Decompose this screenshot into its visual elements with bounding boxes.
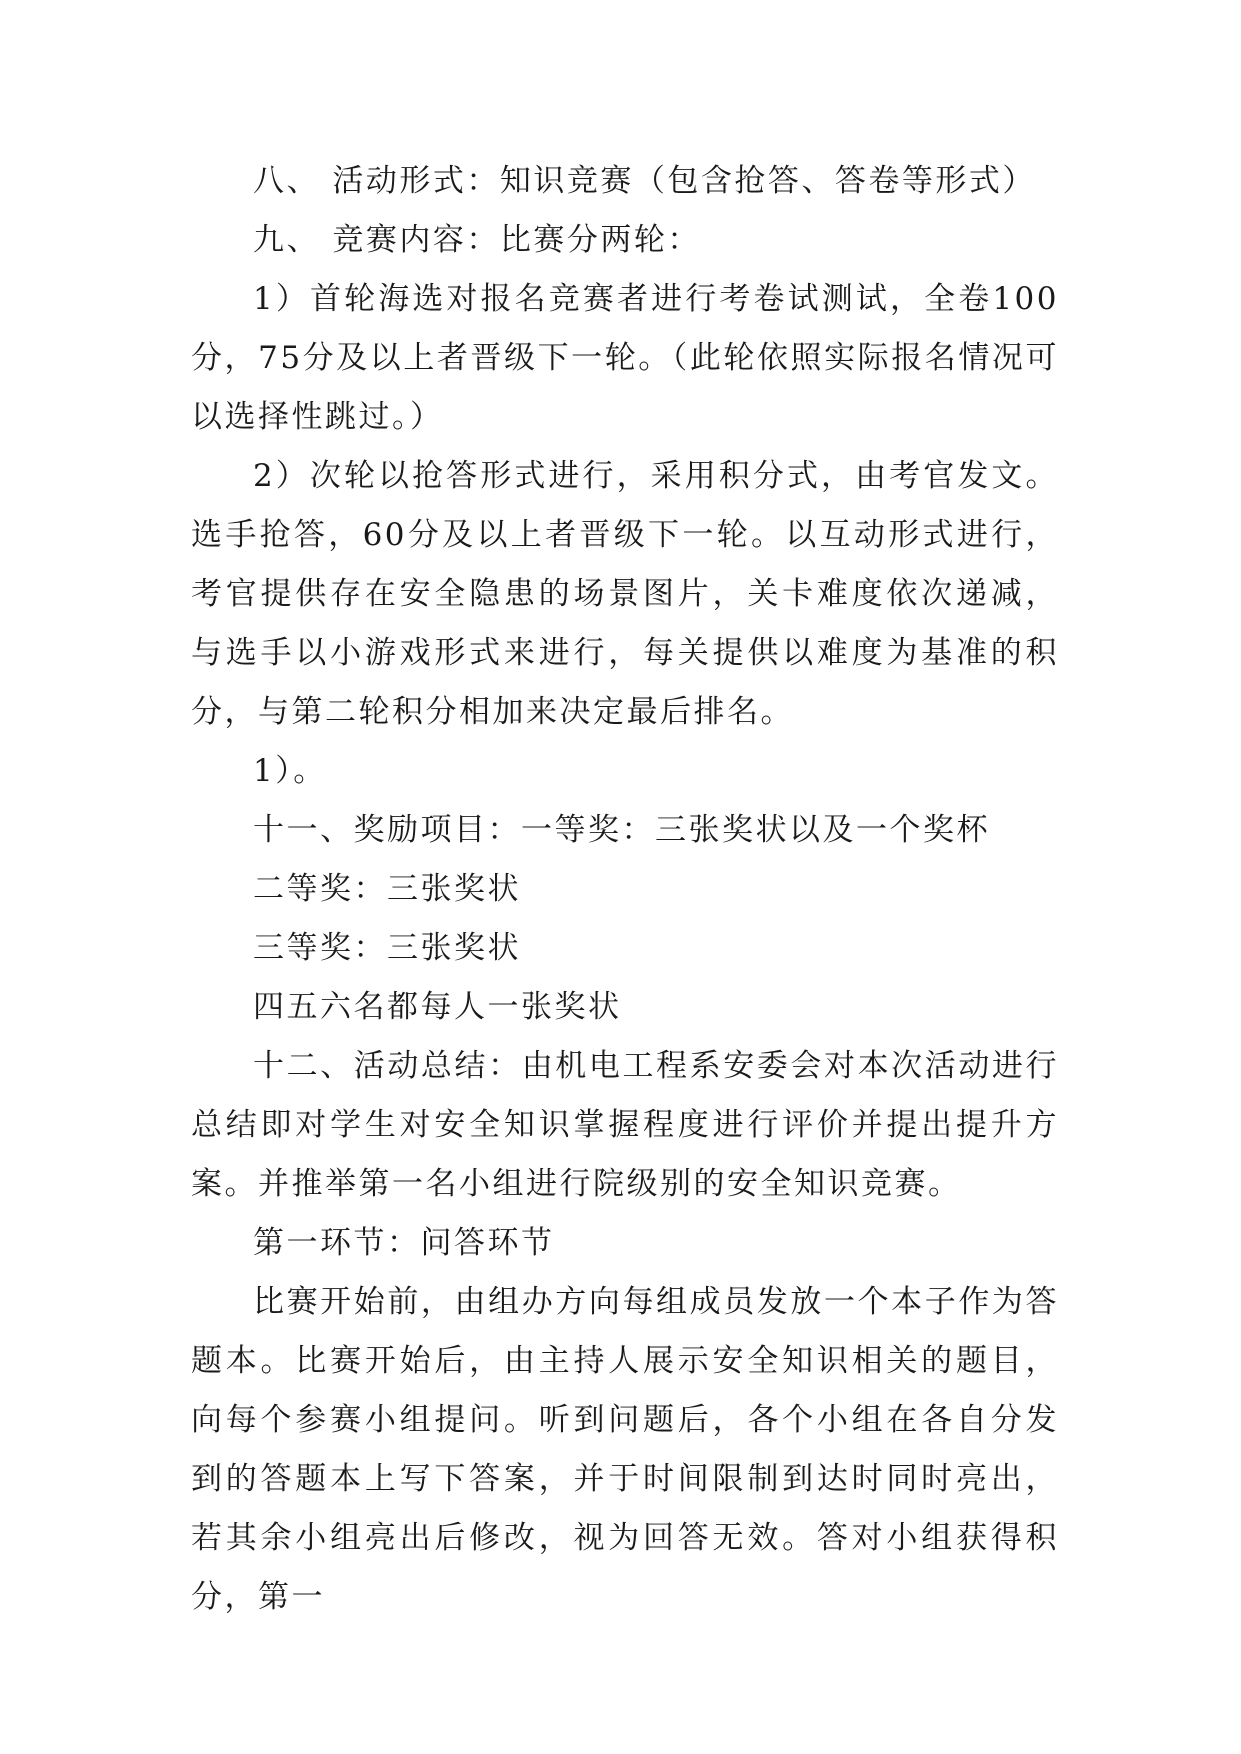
- paragraph-activity-format: 八、 活动形式：知识竞赛（包含抢答、答卷等形式）: [253, 163, 1036, 199]
- document-body: [191, 152, 1059, 1627]
- paragraph-activity-summary: 十二、活动总结：由机电工程系安委会对本次活动进行总结即对学生对安全知识掌握程度进行评价并提出提升方案。并推举第一名小组进行院级别的安全知识竞赛。: [191, 1048, 1059, 1202]
- paragraph-section-heading: 第一环节：问答环节: [253, 1225, 555, 1261]
- paragraph-note: 1）。: [253, 753, 327, 789]
- paragraph-competition-content: 九、 竞赛内容：比赛分两轮：: [253, 222, 701, 258]
- paragraph-awards: 十一、奖励项目：一等奖：三张奖状以及一个奖杯: [253, 812, 990, 848]
- paragraph-round-one: 1）首轮海选对报名竞赛者进行考卷试测试，全卷100分，75分及以上者晋级下一轮。（此轮依照实际报名情况可以选择性跳过。）: [191, 281, 1059, 435]
- paragraph-fourth-to-sixth: 四五六名都每人一张奖状: [253, 989, 622, 1025]
- paragraph-third-prize: 三等奖：三张奖状: [253, 930, 521, 966]
- paragraph-second-prize: 二等奖：三张奖状: [253, 871, 521, 907]
- paragraph-round-two: 2）次轮以抢答形式进行，采用积分式，由考官发文。选手抢答，60分及以上者晋级下一轮。以互动形式进行，考官提供存在安全隐患的场景图片，关卡难度依次递减，与选手以小游戏形式来进行，每关提供以难度为基准的积分，与第二轮积分相加来决定最后排名。: [191, 458, 1059, 730]
- paragraph-qa-rules: 比赛开始前，由组办方向每组成员发放一个本子作为答题本。比赛开始后，由主持人展示安全知识相关的题目，向每个参赛小组提问。听到问题后，各个小组在各自分发到的答题本上写下答案，并于时间限制到达时同时亮出，若其余小组亮出后修改，视为回答无效。答对小组获得积分，第一: [191, 1284, 1059, 1615]
